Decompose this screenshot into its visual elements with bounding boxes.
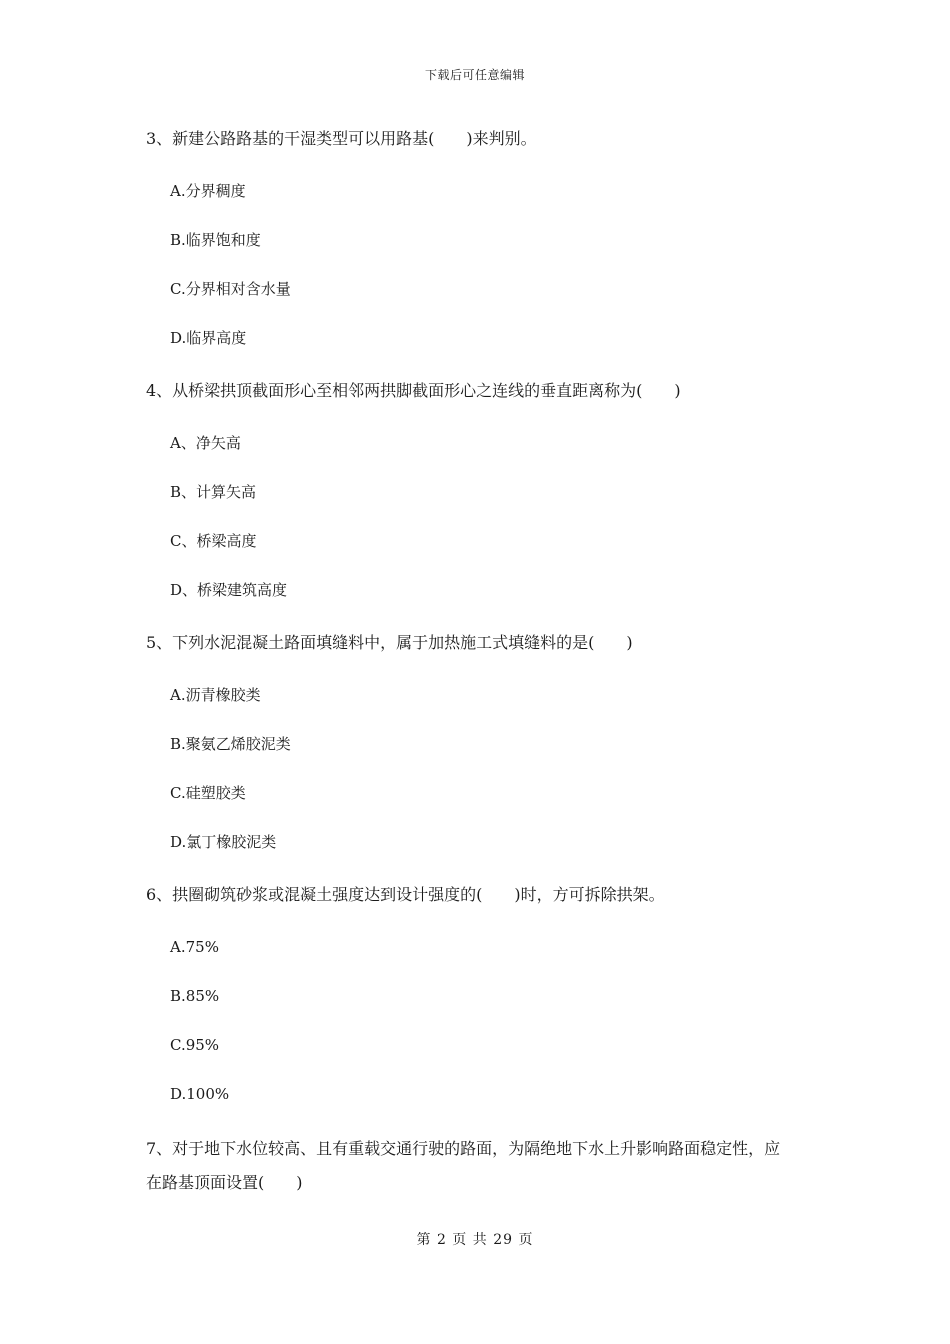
option-label: B.聚氨乙烯胶泥类 xyxy=(170,735,291,753)
option-c xyxy=(146,278,816,300)
option-b xyxy=(146,481,816,503)
option-d xyxy=(146,579,816,601)
page-number: 第 2 页 共 29 页 xyxy=(416,1232,534,1248)
question-6 xyxy=(146,880,816,909)
page-header: 下载后可任意编辑 xyxy=(424,68,525,82)
option-label: D、桥梁建筑高度 xyxy=(170,581,288,599)
question-stem: 5、下列水泥混凝土路面填缝料中，属于加热施工式填缝料的是( ) xyxy=(146,633,633,652)
question-stem: 3、新建公路路基的干湿类型可以用路基( )来判别。 xyxy=(146,129,537,148)
option-label: B.临界饱和度 xyxy=(170,231,261,249)
option-b xyxy=(146,985,816,1007)
option-label: C、桥梁高度 xyxy=(170,532,257,550)
option-label: D.临界高度 xyxy=(170,329,247,347)
option-label: A.75% xyxy=(170,938,219,956)
option-b xyxy=(146,733,816,755)
option-label: D.100% xyxy=(170,1085,230,1103)
question-stem-line-1: 7、对于地下水位较高、且有重载交通行驶的路面，为隔绝地下水上升影响路面稳定性，应 xyxy=(146,1139,781,1158)
option-label: C.95% xyxy=(170,1036,220,1054)
option-b xyxy=(146,229,816,251)
option-label: A.分界稠度 xyxy=(170,182,246,200)
option-label: A、净矢高 xyxy=(170,434,241,452)
option-label: D.氯丁橡胶泥类 xyxy=(170,833,277,851)
option-a xyxy=(146,684,816,706)
page-content xyxy=(146,124,816,1200)
option-label: A.沥青橡胶类 xyxy=(170,686,261,704)
question-stem: 6、拱圈砌筑砂浆或混凝土强度达到设计强度的( )时，方可拆除拱架。 xyxy=(146,885,665,904)
option-c xyxy=(146,530,816,552)
question-5 xyxy=(146,628,816,657)
option-a xyxy=(146,936,816,958)
question-7 xyxy=(146,1132,816,1200)
question-stem: 4、从桥梁拱顶截面形心至相邻两拱脚截面形心之连线的垂直距离称为( ) xyxy=(146,381,681,400)
option-d xyxy=(146,831,816,853)
option-label: C.硅塑胶类 xyxy=(170,784,246,802)
question-4 xyxy=(146,376,816,405)
question-3 xyxy=(146,124,816,153)
option-a xyxy=(146,180,816,202)
option-label: B、计算矢高 xyxy=(170,483,257,501)
option-label: C.分界相对含水量 xyxy=(170,280,291,298)
option-c xyxy=(146,1034,816,1056)
option-d xyxy=(146,327,816,349)
option-a xyxy=(146,432,816,454)
question-stem-line-2: 在路基顶面设置( ) xyxy=(146,1173,303,1192)
option-d xyxy=(146,1083,816,1105)
option-c xyxy=(146,782,816,804)
option-label: B.85% xyxy=(170,987,220,1005)
